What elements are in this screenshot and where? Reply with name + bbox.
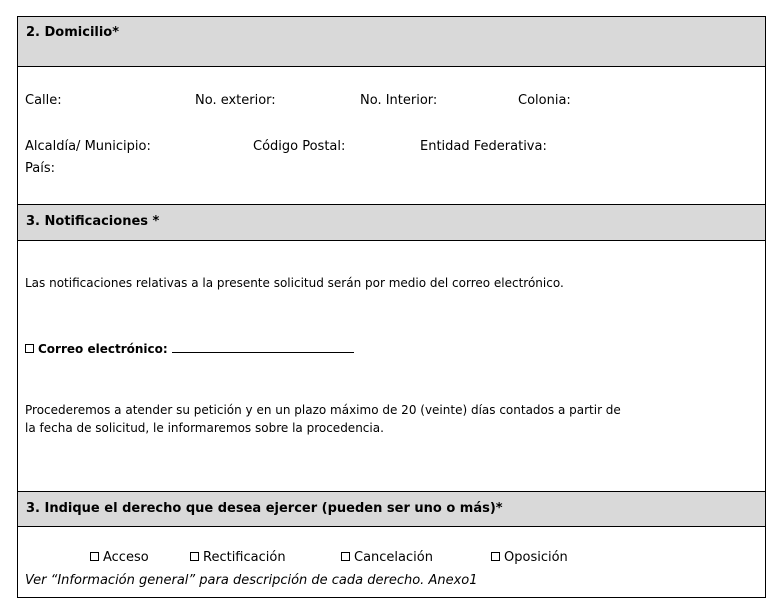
rectificacion-label: Rectificación [203, 550, 286, 565]
acceso-label: Acceso [103, 550, 149, 565]
section-derechos-title: 3. Indique el derecho que desea ejercer (pueden ser uno o más)* [26, 501, 503, 516]
no-interior-label: No. Interior: [360, 93, 438, 108]
correo-row [25, 341, 354, 356]
cancelacion-checkbox[interactable] [341, 552, 350, 561]
correo-checkbox[interactable] [25, 344, 34, 353]
section-notificaciones-header [18, 204, 765, 241]
notificaciones-intro: Las notificaciones relativas a la presente solicitud serán por medio del correo electrónico. [25, 276, 564, 290]
section-domicilio-header [18, 17, 765, 67]
section-derechos-header [18, 491, 765, 527]
entidad-federativa-label: Entidad Federativa: [420, 139, 547, 154]
colonia-label: Colonia: [518, 93, 571, 108]
request-form [17, 16, 766, 598]
section-domicilio-title: 2. Domicilio* [26, 25, 120, 40]
acceso-checkbox[interactable] [90, 552, 99, 561]
no-exterior-label: No. exterior: [195, 93, 276, 108]
option-oposicion[interactable] [491, 550, 568, 565]
alcaldia-label: Alcaldía/ Municipio: [25, 139, 151, 154]
cancelacion-label: Cancelación [354, 550, 433, 565]
option-rectificacion[interactable] [190, 550, 286, 565]
oposicion-checkbox[interactable] [491, 552, 500, 561]
rectificacion-checkbox[interactable] [190, 552, 199, 561]
option-cancelacion[interactable] [341, 550, 433, 565]
correo-input-line[interactable] [172, 341, 354, 353]
oposicion-label: Oposición [504, 550, 568, 565]
section-notificaciones-title: 3. Notificaciones * [26, 214, 160, 229]
correo-label: Correo electrónico: [38, 342, 168, 356]
notice-line-1: Procederemos a atender su petición y en un plazo máximo de 20 (veinte) días contados a partir de [25, 403, 621, 417]
codigo-postal-label: Código Postal: [253, 139, 346, 154]
option-acceso[interactable] [90, 550, 149, 565]
derechos-note: Ver “Información general” para descripción de cada derecho. Anexo1 [25, 573, 478, 588]
pais-label: País: [25, 161, 55, 176]
calle-label: Calle: [25, 93, 62, 108]
notice-line-2: la fecha de solicitud, le informaremos sobre la procedencia. [25, 421, 384, 435]
